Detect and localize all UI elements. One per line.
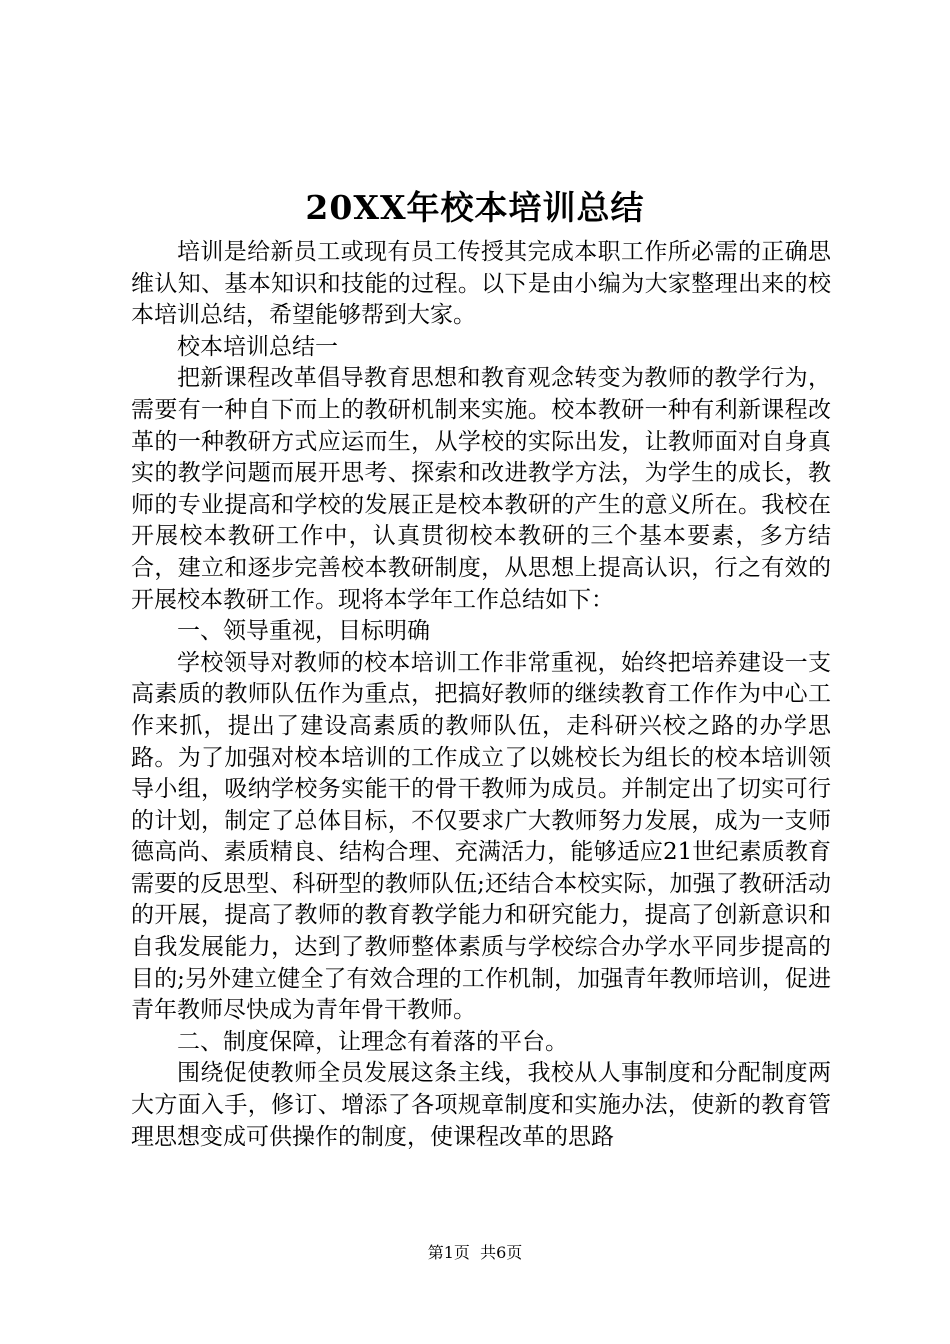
paragraph-summary-one: 把新课程改革倡导教育思想和教育观念转变为教师的教学行为，需要有一种自下而上的教研机制来实施。校本教研一种有利新课程改革的一种教研方式应运而生，从学校的实际出发，让教师面对自身真实的教学问题而展开思考、探索和改进教学方法，为学生的成长，教师的专业提高和学校的发展正是校本教研的产生的意义所在。我校在开展校本教研工作中，认真贯彻校本教研的三个基本要素，多方结合，建立和逐步完善校本教研制度，从思想上提高认识，行之有效的开展校本教研工作。现将本学年工作总结如下： <box>131 365 831 613</box>
section-heading-system: 二、制度保障，让理念有着落的平台。 <box>177 1028 568 1055</box>
paragraph-intro: 培训是给新员工或现有员工传授其完成本职工作所必需的正确思维认知、基本知识和技能的过程。以下是由小编为大家整理出来的校本培训总结，希望能够帮到大家。 <box>131 239 831 329</box>
footer-spacer <box>470 1243 480 1262</box>
document-body <box>131 237 831 1153</box>
paragraph-leadership: 学校领导对教师的校本培训工作非常重视，始终把培养建设一支高素质的教师队伍作为重点，把搞好教师的继续教育工作作为中心工作来抓，提出了建设高素质的教师队伍，走科研兴校之路的办学思路。为了加强对校本培训的工作成立了以姚校长为组长的校本培训领导小组，吸纳学校务实能干的骨干教师为成员。并制定出了切实可行的计划，制定了总体目标，不仅要求广大教师努力发展，成为一支师德高尚、素质精良、结构合理、充满活力，能够适应21世纪素质教育需要的反思型、科研型的教师队伍;还结合本校实际，加强了教研活动的开展，提高了教师的教育教学能力和研究能力，提高了创新意识和自我发展能力，达到了教师整体素质与学校综合办学水平同步提高的目的;另外建立健全了有效合理的工作机制，加强青年教师培训，促进青年教师尽快成为青年骨干教师。 <box>131 649 831 1024</box>
page-number-current: 第1页 <box>427 1243 470 1262</box>
section-heading-summary-one: 校本培训总结一 <box>177 333 338 360</box>
page-footer <box>0 1242 950 1264</box>
page-number-total: 共6页 <box>480 1243 523 1262</box>
document-title: 20XX年校本培训总结 <box>305 188 645 227</box>
section-heading-leadership: 一、领导重视，目标明确 <box>177 618 430 645</box>
paragraph-system: 围绕促使教师全员发展这条主线，我校从人事制度和分配制度两大方面入手，修订、增添了各项规章制度和实施办法，使新的教育管理思想变成可供操作的制度，使课程改革的思路 <box>131 1060 831 1150</box>
